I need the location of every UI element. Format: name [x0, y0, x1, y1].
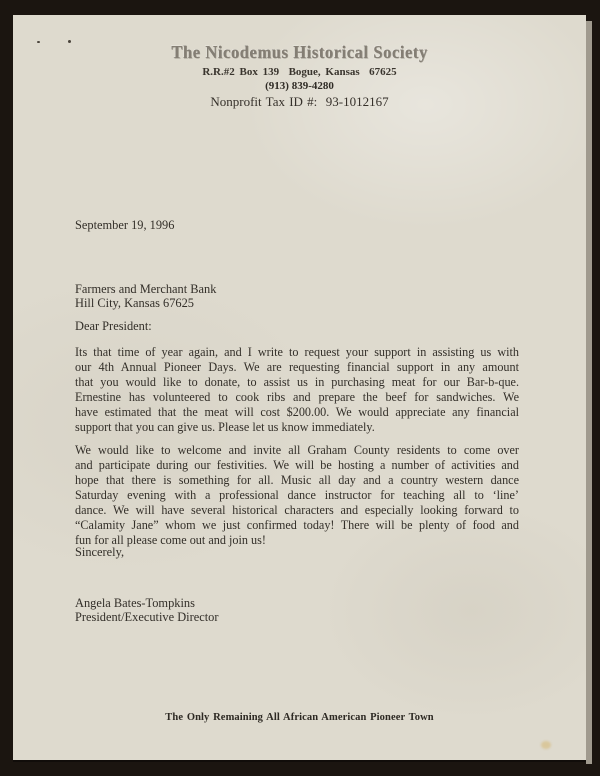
organization-name: The Nicodemus Historical Society: [171, 42, 428, 62]
paragraph-line: fun for all please come out and join us!: [75, 533, 266, 547]
paragraph-line: dance. We will have several historical characters and especially looking forward to: [75, 503, 519, 517]
paragraph-line: hope that there is something for all. Music all day and a country western dance: [75, 473, 519, 487]
paragraph-line: that you would like to donate, to assist us in purchasing meat for our Bar-b-que.: [75, 375, 519, 389]
letter-date: September 19, 1996: [75, 218, 175, 232]
paper-stain: [541, 741, 551, 749]
paragraph-line: “Calamity Jane” whom we just confirmed today! There will be plenty of food and: [75, 518, 519, 532]
letter-page: [13, 15, 586, 760]
body-paragraph-2: [75, 443, 519, 548]
salutation: Dear President:: [75, 319, 152, 333]
paragraph-line: and participate during our festivities. We will be hosting a number of activities and: [75, 458, 519, 472]
closing: Sincerely,: [75, 545, 125, 559]
paragraph-line: Saturday evening with a professional dance instructor for teaching all to ‘line’: [75, 488, 519, 502]
paragraph-line: Ernestine has volunteered to cook ribs and prepare the beef for sandwiches. We: [75, 390, 519, 404]
paragraph-line: Its that time of year again, and I write to request your support in assisting us with: [75, 345, 519, 359]
body-paragraph-1: [75, 345, 519, 435]
signature-title: President/Executive Director: [75, 609, 219, 624]
paragraph-line: support that you can give us. Please let us know immediately.: [75, 420, 375, 434]
paragraph-line: our 4th Annual Pioneer Days. We are requesting financial support in any amount: [75, 360, 519, 374]
letterhead-phone: (913) 839-4280: [265, 80, 334, 92]
footer-slogan: The Only Remaining All African American Pioneer Town: [165, 712, 434, 723]
letterhead-tax-id: Nonprofit Tax ID #: 93-1012167: [210, 94, 389, 109]
signature-block: [75, 597, 218, 624]
paragraph-line: have estimated that the meat will cost $200.00. We would appreciate any financial: [75, 405, 519, 419]
paragraph-line: We would like to welcome and invite all Graham County residents to come over: [75, 443, 519, 457]
signature-name: Angela Bates-Tompkins: [75, 596, 195, 610]
letterhead: [13, 42, 586, 110]
recipient-name: Farmers and Merchant Bank: [75, 282, 217, 296]
recipient-address: [75, 283, 216, 310]
recipient-city: Hill City, Kansas 67625: [75, 295, 194, 310]
letterhead-address: R.R.#2 Box 139 Bogue, Kansas 67625: [202, 66, 397, 78]
